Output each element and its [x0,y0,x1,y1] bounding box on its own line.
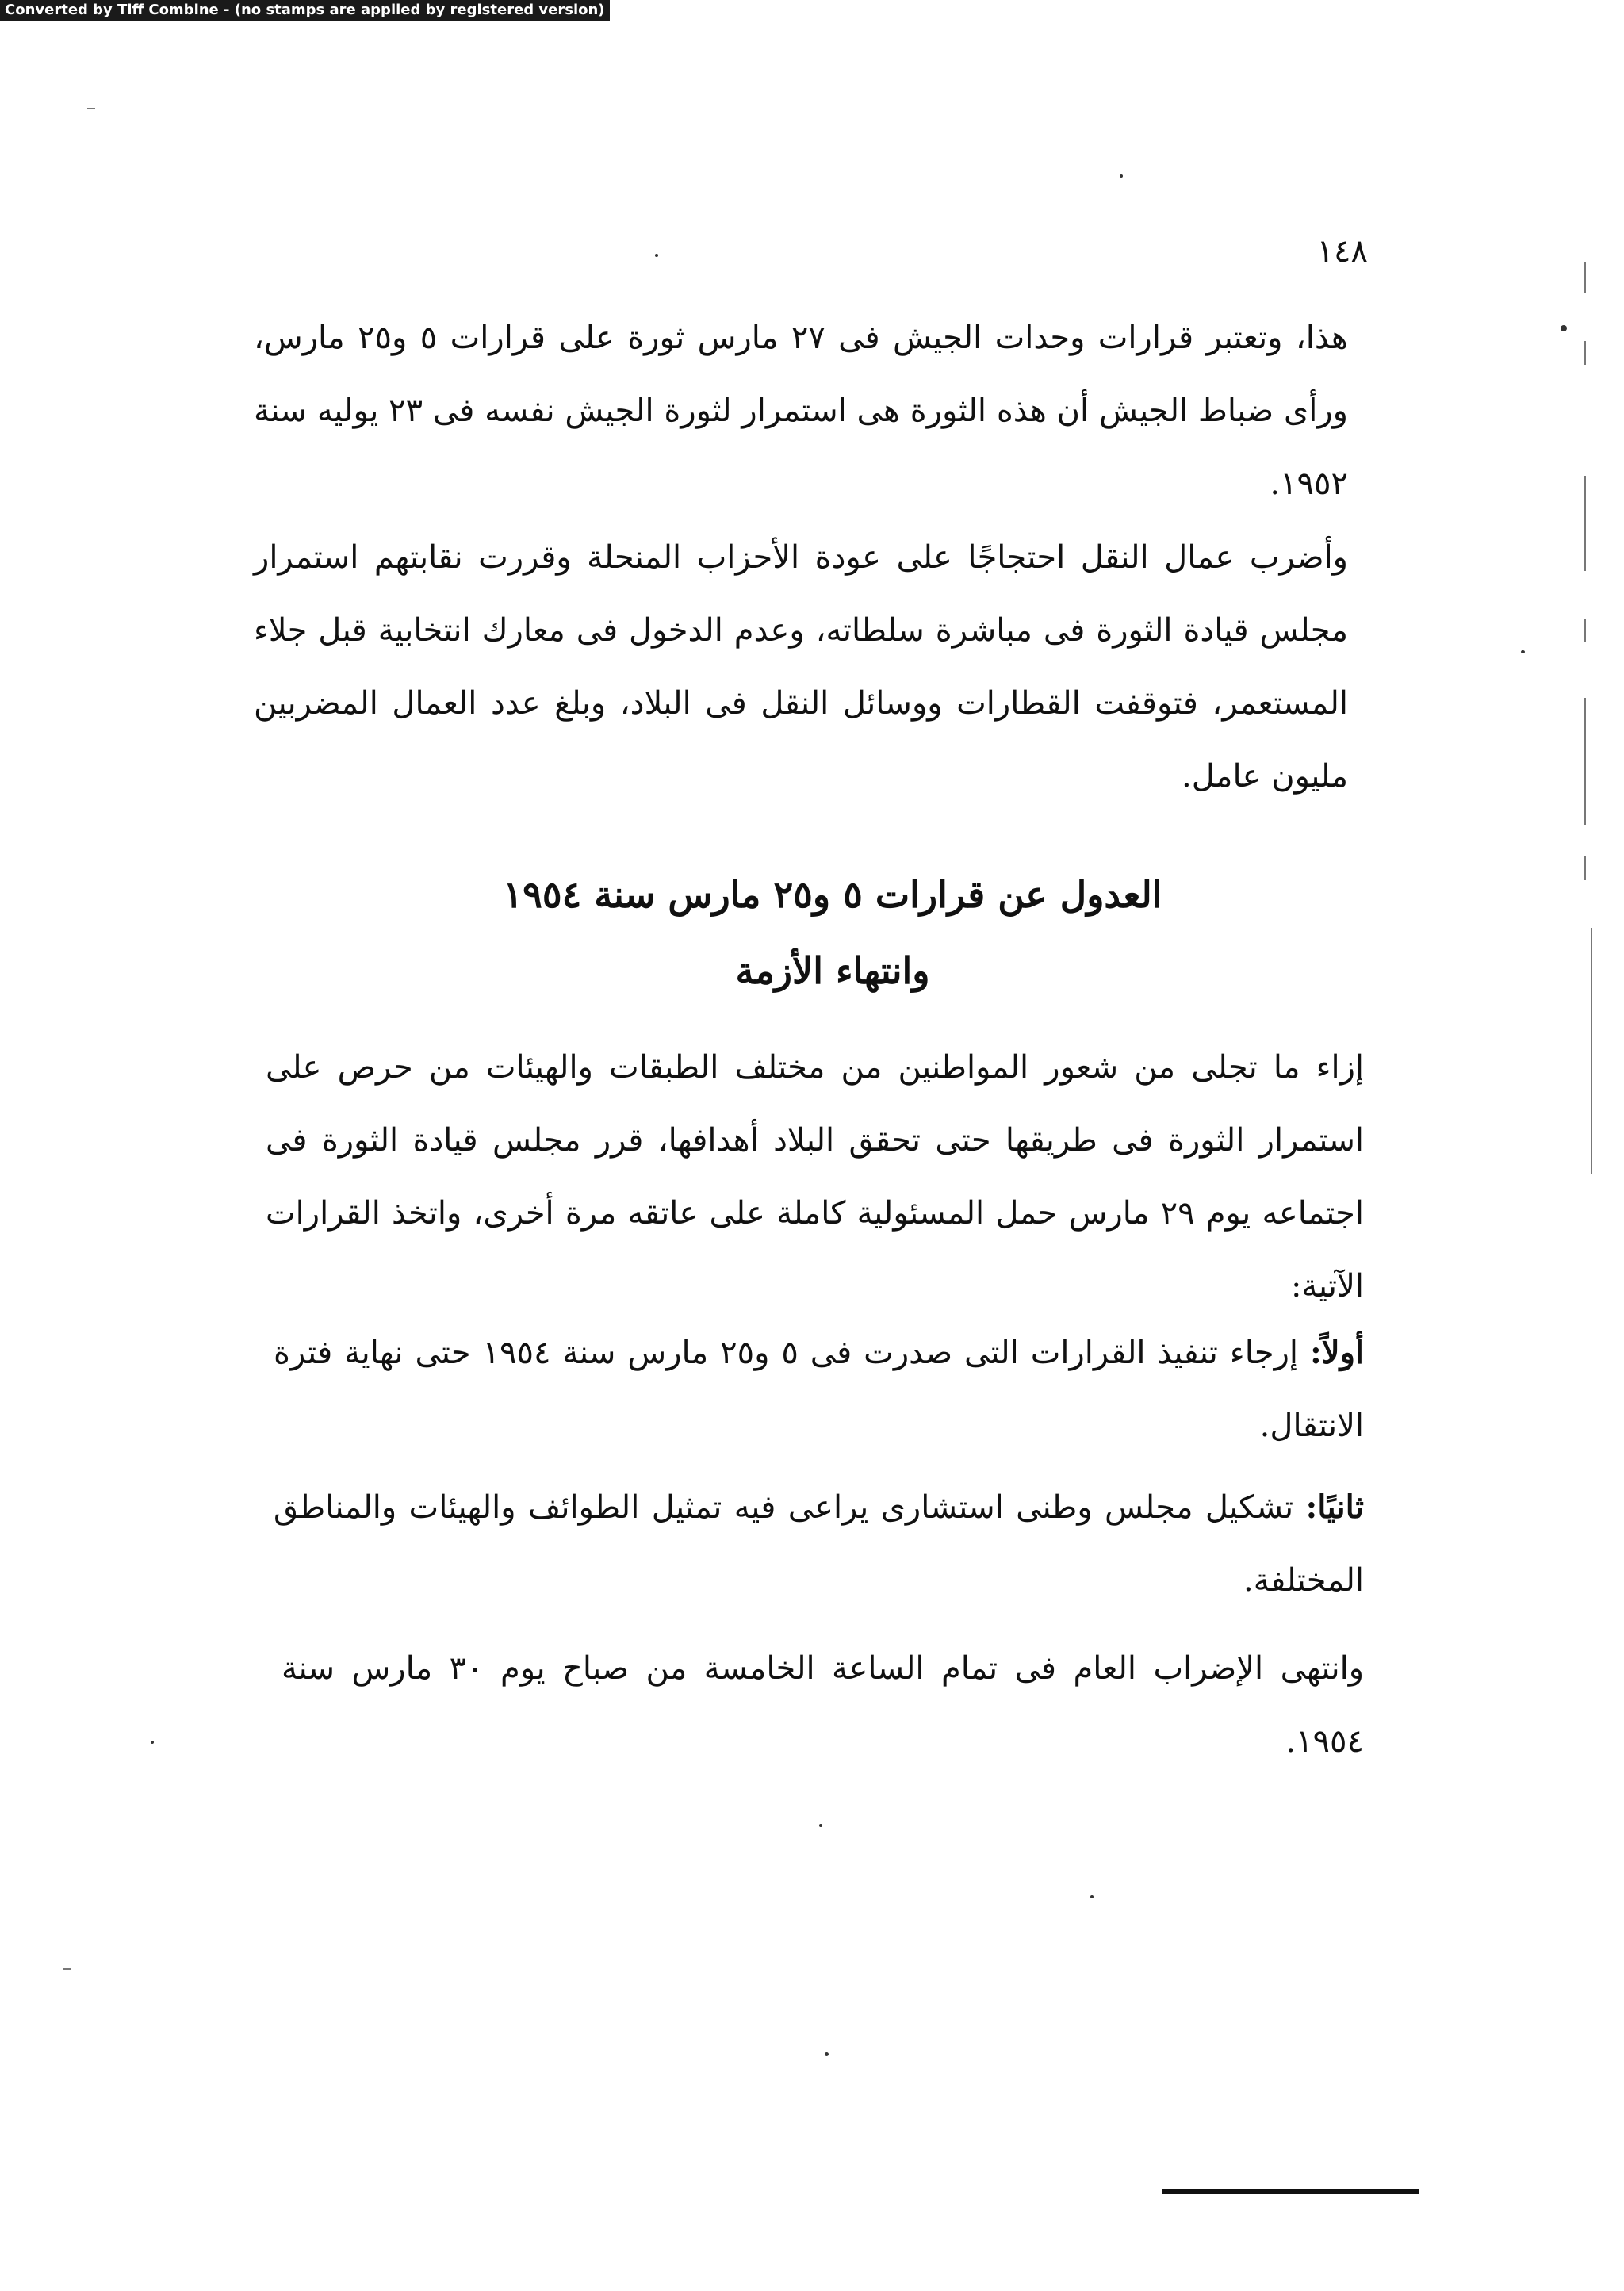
scan-speck [655,254,658,257]
paragraph-decision-first [274,1316,1364,1462]
paragraph-strike-end: وانتهى الإضراب العام فى تمام الساعة الخامسة من صباح يوم ٣٠ مارس سنة ١٩٥٤. [282,1650,1365,1760]
paragraph-decision-second [274,1471,1364,1617]
scan-speck [819,1824,822,1827]
decision-first-label: أولاً: [1310,1334,1365,1371]
margin-mark [1584,619,1586,642]
section-heading-line-2: وانتهاء الأزمة [735,949,930,992]
scan-speck [1561,325,1567,331]
scan-speck [1120,174,1123,178]
margin-mark [1591,928,1592,1174]
scan-speck [87,108,95,109]
paragraph-council-decision: إزاء ما تجلى من شعور المواطنين من مختلف الطبقات والهيئات من حرص على استمرار الثورة فى طريقها حتى تحقق البلاد أهدافها، قرر مجلس قيادة الثورة فى اجتماعه يوم ٢٩ مارس حمل المسئولية كاملة على عاتقه مرة أخرى، واتخذ القرارات الآتية: [266,1049,1365,1304]
margin-mark [1584,262,1586,293]
margin-mark [1584,698,1586,825]
scan-speck [1090,1895,1094,1898]
bottom-rule [1162,2189,1419,2194]
page-number: ١٤٨ [1316,233,1368,270]
section-heading-line-1: العدول عن قرارات ٥ و٢٥ مارس سنة ١٩٥٤ [503,873,1162,916]
paragraph-army-decisions: هذا، وتعتبر قرارات وحدات الجيش فى ٢٧ مارس ثورة على قرارات ٥ و٢٥ مارس، ورأى ضباط الجيش أن هذه الثورة هى استمرار لثورة الجيش نفسه فى ٢٣ يوليه سنة ١٩٥٢. [254,320,1348,502]
scan-speck [825,2052,829,2056]
margin-mark [1584,856,1586,880]
converter-banner: Converted by Tiff Combine - (no stamps are applied by registered version) [0,0,610,21]
paragraph-transport-strike: وأضرب عمال النقل احتجاجًا على عودة الأحزاب المنحلة وقررت نقابتهم استمرار مجلس قيادة الثورة فى مباشرة سلطاته، وعدم الدخول فى معارك انتخابية قبل جلاء المستعمر، فتوقفت القطارات ووسائل النقل فى البلاد، وبلغ عدد العمال المضربين مليون عامل. [254,539,1348,795]
decision-second-label: ثانيًا: [1305,1488,1364,1526]
scan-speck [151,1741,154,1744]
decision-first-text: إرجاء تنفيذ القرارات التى صدرت فى ٥ و٢٥ مارس سنة ١٩٥٤ حتى نهاية فترة الانتقال. [274,1335,1364,1444]
margin-mark [1584,341,1586,365]
section-heading [317,856,1348,1009]
scan-speck [1521,650,1525,653]
scan-speck [63,1968,71,1970]
margin-mark [1584,476,1586,571]
decision-second-text: تشكيل مجلس وطنى استشارى يراعى فيه تمثيل الطوائف والهيئات والمناطق المختلفة. [274,1489,1364,1599]
